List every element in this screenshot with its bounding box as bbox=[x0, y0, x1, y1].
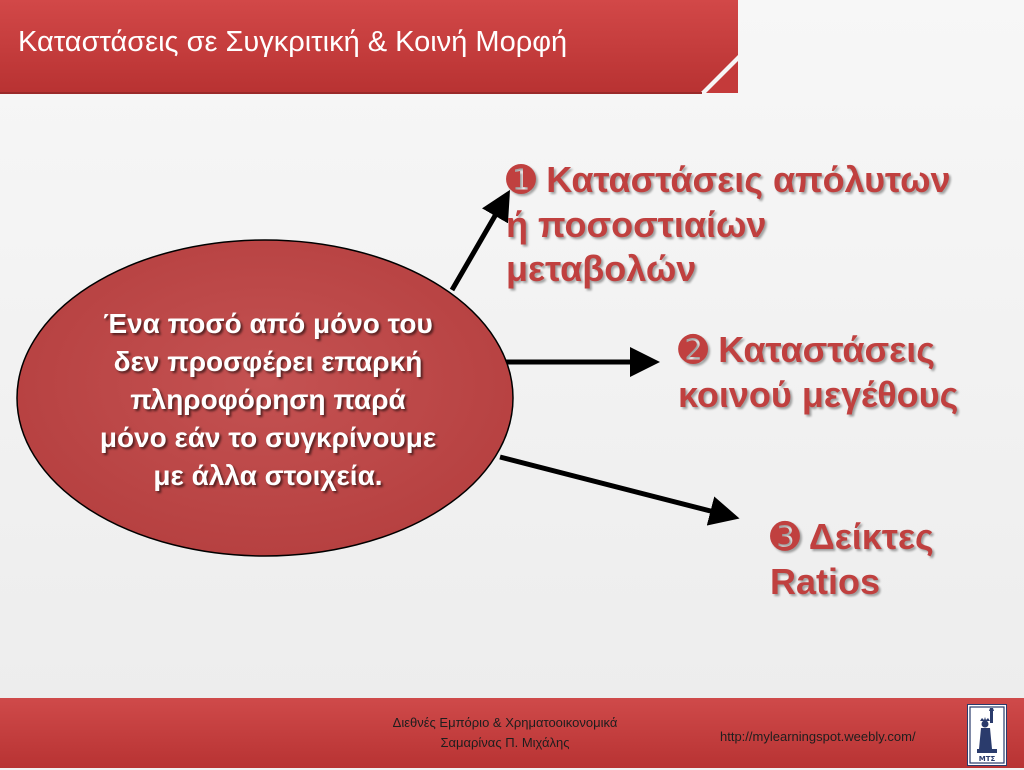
branch-3-line: Ratios bbox=[770, 561, 881, 602]
footer-course: Διεθνές Εμπόριο & Χρηματοοικονομικά bbox=[392, 715, 618, 730]
footer-author: Σαμαρίνας Π. Μιχάλης bbox=[440, 735, 570, 750]
branch-3-label bbox=[770, 515, 1010, 604]
branch-1-line: ή ποσοστιαίων bbox=[506, 204, 767, 245]
branch-2-line: Καταστάσεις bbox=[718, 329, 935, 370]
central-line: πληροφόρηση παρά bbox=[130, 384, 406, 415]
branch-1-line: Καταστάσεις απόλυτων bbox=[546, 159, 951, 200]
central-line: Ένα ποσό από μόνο του bbox=[103, 308, 433, 339]
branch-1-line: μεταβολών bbox=[506, 248, 697, 289]
central-line: μόνο εάν το συγκρίνουμε bbox=[99, 422, 437, 453]
central-line: με άλλα στοιχεία. bbox=[153, 460, 383, 491]
central-line: δεν προσφέρει επαρκή bbox=[113, 346, 423, 377]
statue-of-liberty-logo-icon bbox=[967, 704, 1007, 766]
logo-graphic bbox=[968, 705, 1006, 765]
branch-2-number-icon: ➋ bbox=[678, 330, 709, 371]
arrow-to-branch-3 bbox=[500, 457, 726, 515]
logo-text: ΜΤΣ bbox=[978, 755, 996, 763]
branch-2-line: κοινού μεγέθους bbox=[678, 374, 959, 415]
branch-3-line: Δείκτες bbox=[808, 516, 934, 557]
branch-2-label bbox=[678, 328, 1018, 417]
arrow-to-branch-1 bbox=[452, 202, 503, 290]
slide-title: Καταστάσεις σε Συγκριτική & Κοινή Μορφή bbox=[18, 26, 568, 58]
footer-credits bbox=[330, 713, 680, 753]
footer-url-link[interactable]: http://mylearningspot.weebly.com/ bbox=[720, 729, 916, 744]
branch-1-label bbox=[506, 158, 1016, 291]
branch-1-number-icon: ➊ bbox=[506, 160, 537, 201]
branch-3-number-icon: ➌ bbox=[770, 517, 801, 558]
central-statement bbox=[48, 305, 488, 505]
